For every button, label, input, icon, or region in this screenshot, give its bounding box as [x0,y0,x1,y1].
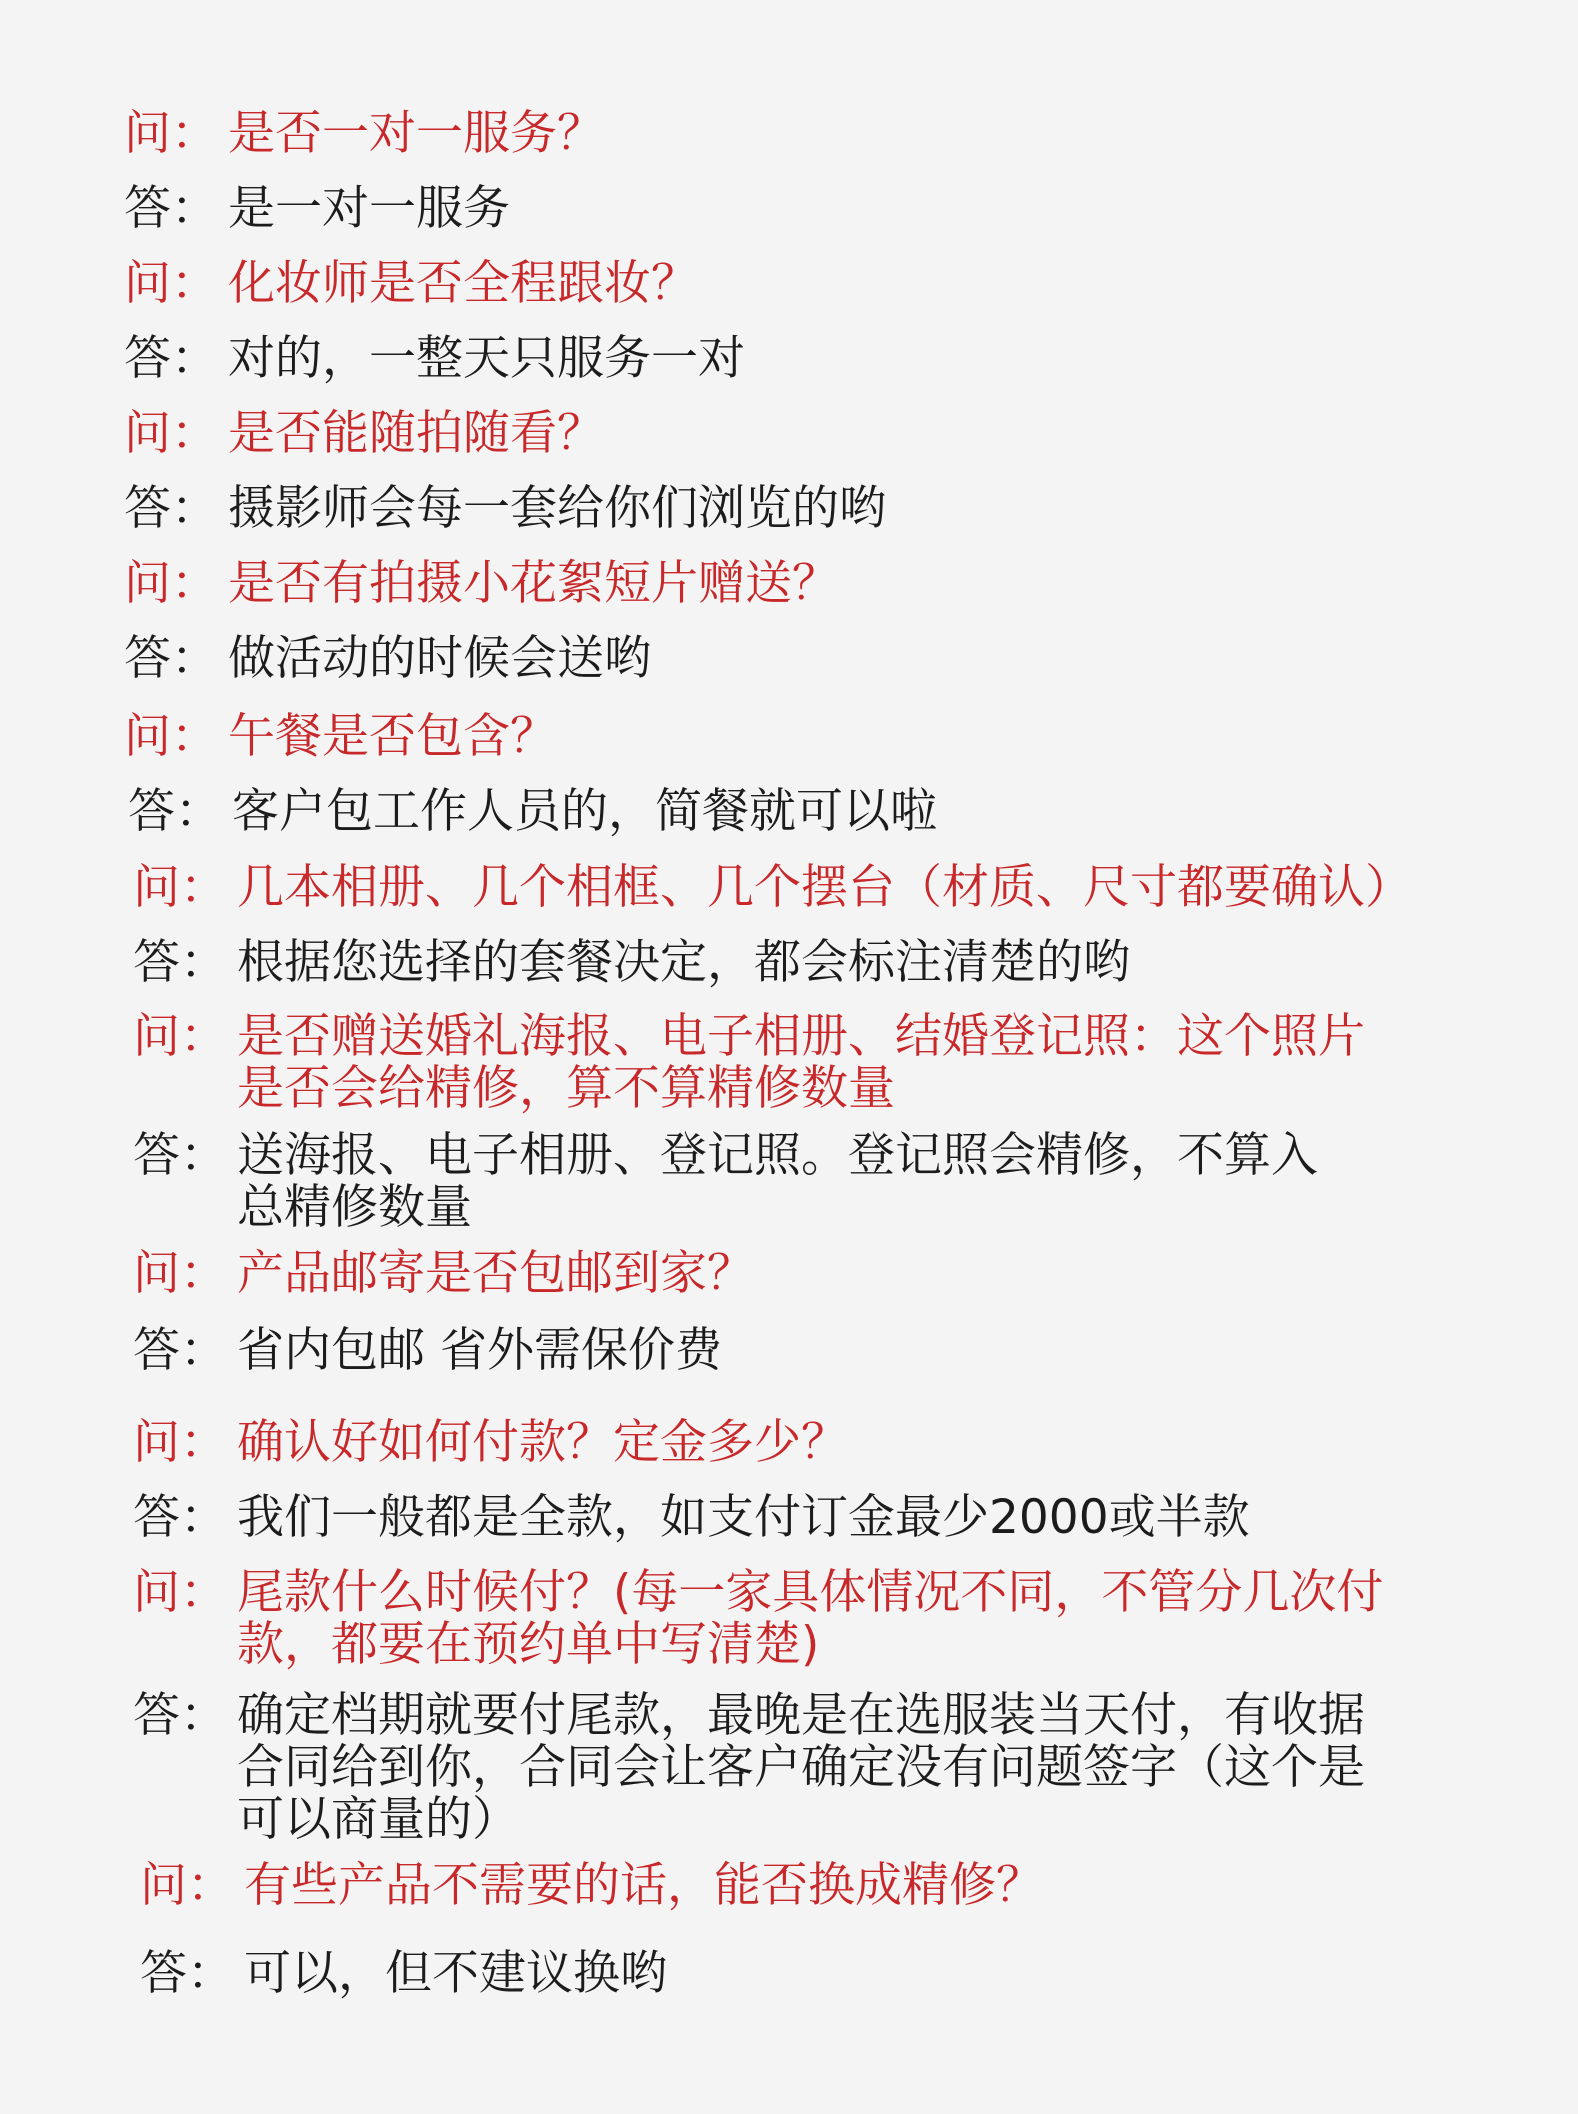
text-line: 是否赠送婚礼海报、电子相册、结婚登记照：这个照片 [237,1009,1365,1064]
answer-text [244,1948,1530,2000]
answer-prefix: 答： [128,784,222,839]
text-line: 客户包工作人员的，简餐就可以啦 [232,784,937,839]
text-line: 化妆师是否全程跟妆？ [228,256,698,311]
answer-text [228,183,1514,235]
answer-row [124,333,1514,385]
answer-row [128,786,1518,838]
question-text [228,711,1514,763]
text-line: 根据您选择的套餐决定，都会标注清楚的哟 [237,935,1130,990]
text-line: 午餐是否包含？ [228,709,557,764]
answer-row [124,633,1514,685]
question-prefix: 问： [124,556,218,611]
text-line: 产品邮寄是否包邮到家？ [237,1246,754,1301]
answer-row [124,483,1514,535]
question-text [237,1567,1523,1671]
question-prefix: 问： [133,1246,227,1301]
text-line: 我们一般都是全款，如支付订金最少2000或半款 [237,1490,1250,1545]
answer-row [133,937,1523,989]
text-line: 合同给到你，合同会让客户确定没有问题签字（这个是 [237,1740,1365,1795]
text-line: 做活动的时候会送哟 [228,631,651,686]
text-line: 款，都要在预约单中写清楚) [237,1617,820,1672]
text-line: 可以，但不建议换哟 [244,1946,667,2001]
text-line: 几本相册、几个相框、几个摆台（材质、尺寸都要确认） [237,860,1412,915]
question-text [237,1248,1523,1300]
answer-prefix: 答： [124,181,218,236]
text-line: 总精修数量 [237,1180,472,1235]
text-line: 确认好如何付款？定金多少？ [237,1415,848,1470]
answer-prefix: 答： [140,1946,234,2001]
question-text [237,1011,1523,1115]
question-text [228,108,1514,160]
question-row [133,1011,1523,1115]
answer-text [232,786,1518,838]
answer-row [140,1948,1530,2000]
answer-text [237,1492,1523,1544]
question-text [228,258,1514,310]
answer-row [124,183,1514,235]
text-line: 对的，一整天只服务一对 [228,331,745,386]
answer-prefix: 答： [133,935,227,990]
answer-text [228,333,1514,385]
answer-prefix: 答： [133,1490,227,1545]
question-row [133,1567,1523,1671]
text-line: 省内包邮 省外需保价费 [237,1323,722,1378]
question-prefix: 问： [124,709,218,764]
answer-row [133,1690,1523,1846]
text-line: 是否会给精修，算不算精修数量 [237,1061,895,1116]
question-row [124,558,1514,610]
question-text [228,558,1514,610]
question-prefix: 问： [124,256,218,311]
answer-text [237,937,1523,989]
answer-text [228,483,1514,535]
answer-row [133,1130,1523,1234]
text-line: 是否一对一服务？ [228,106,604,161]
text-line: 送海报、电子相册、登记照。登记照会精修，不算入 [237,1128,1318,1183]
text-line: 是一对一服务 [228,181,510,236]
question-row [124,408,1514,460]
question-row [124,108,1514,160]
answer-prefix: 答： [124,331,218,386]
question-row [140,1860,1530,1912]
text-line: 有些产品不需要的话，能否换成精修？ [244,1858,1043,1913]
question-text [244,1860,1530,1912]
question-prefix: 问： [133,1415,227,1470]
text-line: 尾款什么时候付？(每一家具体情况不同，不管分几次付 [237,1565,1384,1620]
answer-text [237,1130,1523,1234]
answer-prefix: 答： [124,481,218,536]
answer-prefix: 答： [133,1688,227,1743]
question-text [237,1417,1523,1469]
question-row [124,711,1514,763]
question-row [124,258,1514,310]
answer-prefix: 答： [133,1323,227,1378]
question-row [133,1417,1523,1469]
question-prefix: 问： [133,860,227,915]
answer-text [237,1325,1523,1377]
answer-prefix: 答： [133,1128,227,1183]
question-text [228,408,1514,460]
answer-row [133,1325,1523,1377]
question-prefix: 问： [124,406,218,461]
question-row [133,862,1523,914]
question-prefix: 问： [133,1565,227,1620]
answer-prefix: 答： [124,631,218,686]
question-prefix: 问： [133,1009,227,1064]
text-line: 摄影师会每一套给你们浏览的哟 [228,481,886,536]
text-line: 是否有拍摄小花絮短片赠送？ [228,556,839,611]
question-prefix: 问： [124,106,218,161]
answer-text [237,1690,1523,1846]
question-row [133,1248,1523,1300]
answer-row [133,1492,1523,1544]
text-line: 可以商量的） [237,1792,519,1847]
text-line: 确定档期就要付尾款，最晚是在选服装当天付，有收据 [237,1688,1365,1743]
answer-text [228,633,1514,685]
question-prefix: 问： [140,1858,234,1913]
question-text [237,862,1523,914]
text-line: 是否能随拍随看？ [228,406,604,461]
